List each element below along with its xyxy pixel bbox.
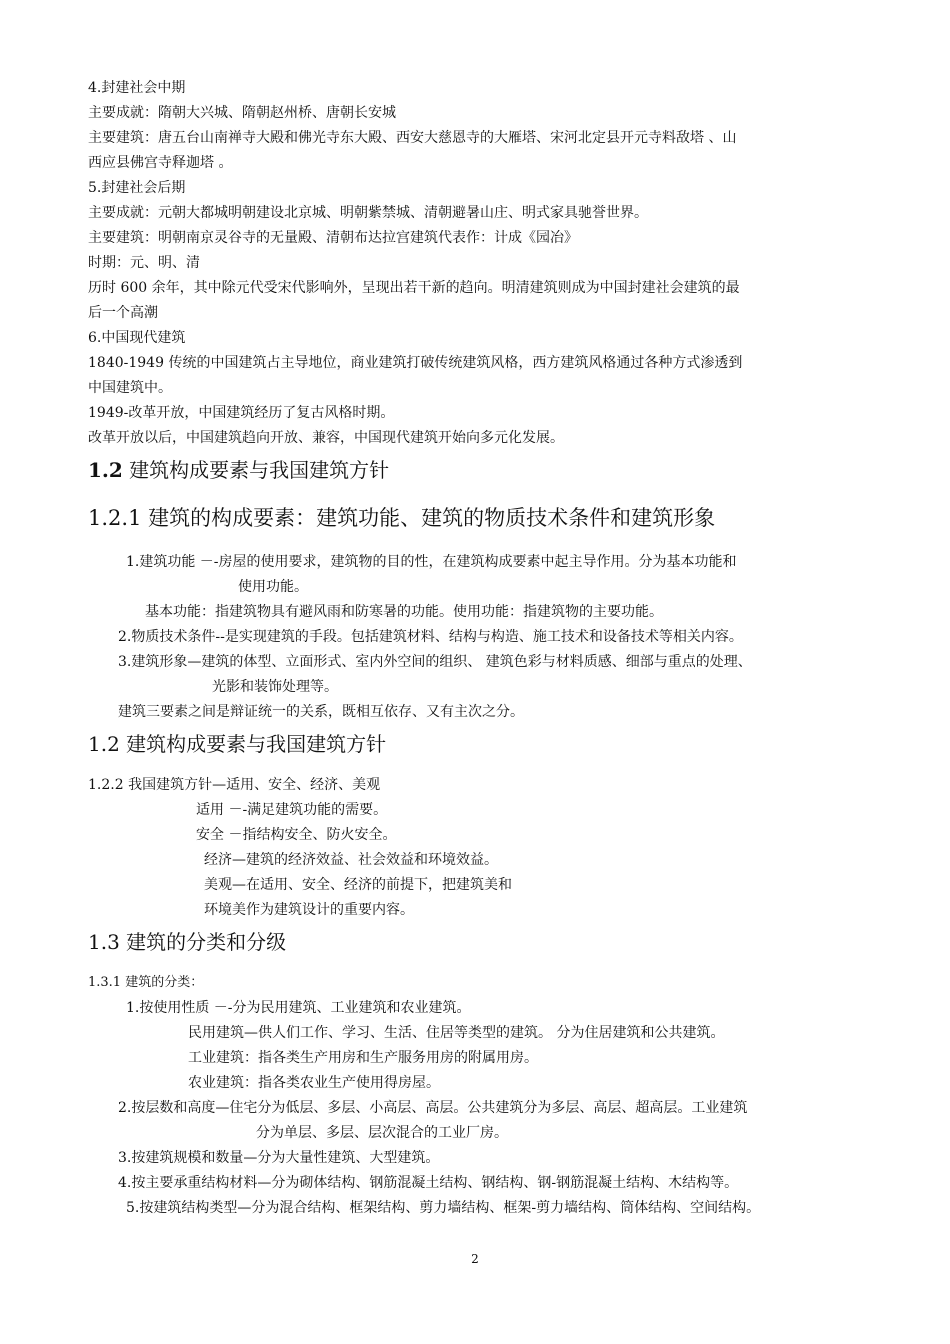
list-item: 4.按主要承重结构材料—分为砌体结构、钢筋混凝土结构、钢结构、钢-钢筋混凝土结构、木结构等。 — [118, 1175, 739, 1191]
list-item: 1.按使用性质 －-分为民用建筑、工业建筑和农业建筑。 — [126, 1000, 471, 1016]
page-number: 2 — [471, 1252, 479, 1266]
list-item: 3.建筑形象—建筑的体型、立面形式、室内外空间的组织、 建筑色彩与材料质感、细部与重点的处理、 — [118, 654, 752, 670]
list-item: 3.按建筑规模和数量—分为大量性建筑、大型建筑。 — [118, 1150, 440, 1166]
section-number: 1.2 — [88, 458, 123, 482]
text-line: 主要成就：元朝大都城明朝建设北京城、明朝紫禁城、清朝避暑山庄、明式家具驰誉世界。 — [88, 205, 648, 221]
text-line: 时期：元、明、清 — [88, 255, 200, 271]
text-line: 6.中国现代建筑 — [88, 330, 186, 346]
text-line: 主要成就：隋朝大兴城、隋朝赵州桥、唐朝长安城 — [88, 105, 396, 121]
list-item: 经济—建筑的经济效益、社会效益和环境效益。 — [204, 852, 498, 868]
list-item-continuation: 分为单层、多层、层次混合的工业厂房。 — [256, 1125, 508, 1141]
text-line: 中国建筑中。 — [88, 380, 172, 396]
list-item: 5.按建筑结构类型—分为混合结构、框架结构、剪力墙结构、框架-剪力墙结构、筒体结构、空间结构。 — [126, 1200, 761, 1216]
list-item: 农业建筑：指各类农业生产使用得房屋。 — [188, 1075, 440, 1091]
list-item: 基本功能：指建筑物具有避风雨和防寒暑的功能。使用功能：指建筑物的主要功能。 — [145, 604, 663, 620]
subsection-heading: 1.2.1 建筑的构成要素：建筑功能、建筑的物质技术条件和建筑形象 — [88, 506, 716, 530]
list-item: 建筑三要素之间是辩证统一的关系，既相互依存、又有主次之分。 — [118, 704, 524, 720]
list-item: 安全 －指结构安全、防火安全。 — [196, 827, 397, 843]
text-line: 历时 600 余年，其中除元代受宋代影响外，呈现出若干新的趋向。明清建筑则成为中国封建社会建筑的最 — [88, 280, 740, 296]
subsection-heading: 1.2.2 我国建筑方针—适用、安全、经济、美观 — [88, 777, 381, 793]
section-title: 建筑构成要素与我国建筑方针 — [122, 458, 390, 482]
text-line: 主要建筑：明朝南京灵谷寺的无量殿、清朝布达拉宫建筑代表作：计成《园冶》 — [88, 230, 578, 246]
list-item: 民用建筑—供人们工作、学习、生活、住居等类型的建筑。 分为住居建筑和公共建筑。 — [188, 1025, 725, 1041]
list-item: 适用 －-满足建筑功能的需要。 — [196, 802, 388, 818]
section-heading: 1.2 建筑构成要素与我国建筑方针 — [88, 732, 387, 756]
text-line: 1949-改革开放，中国建筑经历了复古风格时期。 — [88, 405, 395, 421]
list-item-continuation: 使用功能。 — [238, 579, 308, 595]
list-item-continuation: 光影和装饰处理等。 — [212, 679, 338, 695]
text-line: 4.封建社会中期 — [88, 80, 186, 96]
list-item: 1.建筑功能 －-房屋的使用要求，建筑物的目的性，在建筑构成要素中起主导作用。分为基本功能和 — [126, 554, 737, 570]
section-heading — [88, 457, 389, 483]
list-item-continuation: 环境美作为建筑设计的重要内容。 — [204, 902, 414, 918]
text-line: 后一个高潮 — [88, 305, 158, 321]
list-item: 美观—在适用、安全、经济的前提下，把建筑美和 — [204, 877, 512, 893]
text-line: 改革开放以后，中国建筑趋向开放、兼容，中国现代建筑开始向多元化发展。 — [88, 430, 564, 446]
text-line: 1840-1949 传统的中国建筑占主导地位，商业建筑打破传统建筑风格，西方建筑风格通过各种方式渗透到 — [88, 355, 743, 371]
list-item: 2.按层数和高度—住宅分为低层、多层、小高层、高层。公共建筑分为多层、高层、超高层。工业建筑 — [118, 1100, 748, 1116]
text-line: 5.封建社会后期 — [88, 180, 186, 196]
text-line: 主要建筑：唐五台山南禅寺大殿和佛光寺东大殿、西安大慈恩寺的大雁塔、宋河北定县开元寺料敌塔 、山 — [88, 130, 737, 146]
list-item: 2.物质技术条件--是实现建筑的手段。包括建筑材料、结构与构造、施工技术和设备技术等相关内容。 — [118, 629, 743, 645]
subsection-heading: 1.3.1 建筑的分类： — [88, 975, 204, 990]
list-item: 工业建筑：指各类生产用房和生产服务用房的附属用房。 — [188, 1050, 538, 1066]
section-heading: 1.3 建筑的分类和分级 — [88, 930, 287, 954]
text-line: 西应县佛宫寺释迦塔 。 — [88, 155, 233, 171]
